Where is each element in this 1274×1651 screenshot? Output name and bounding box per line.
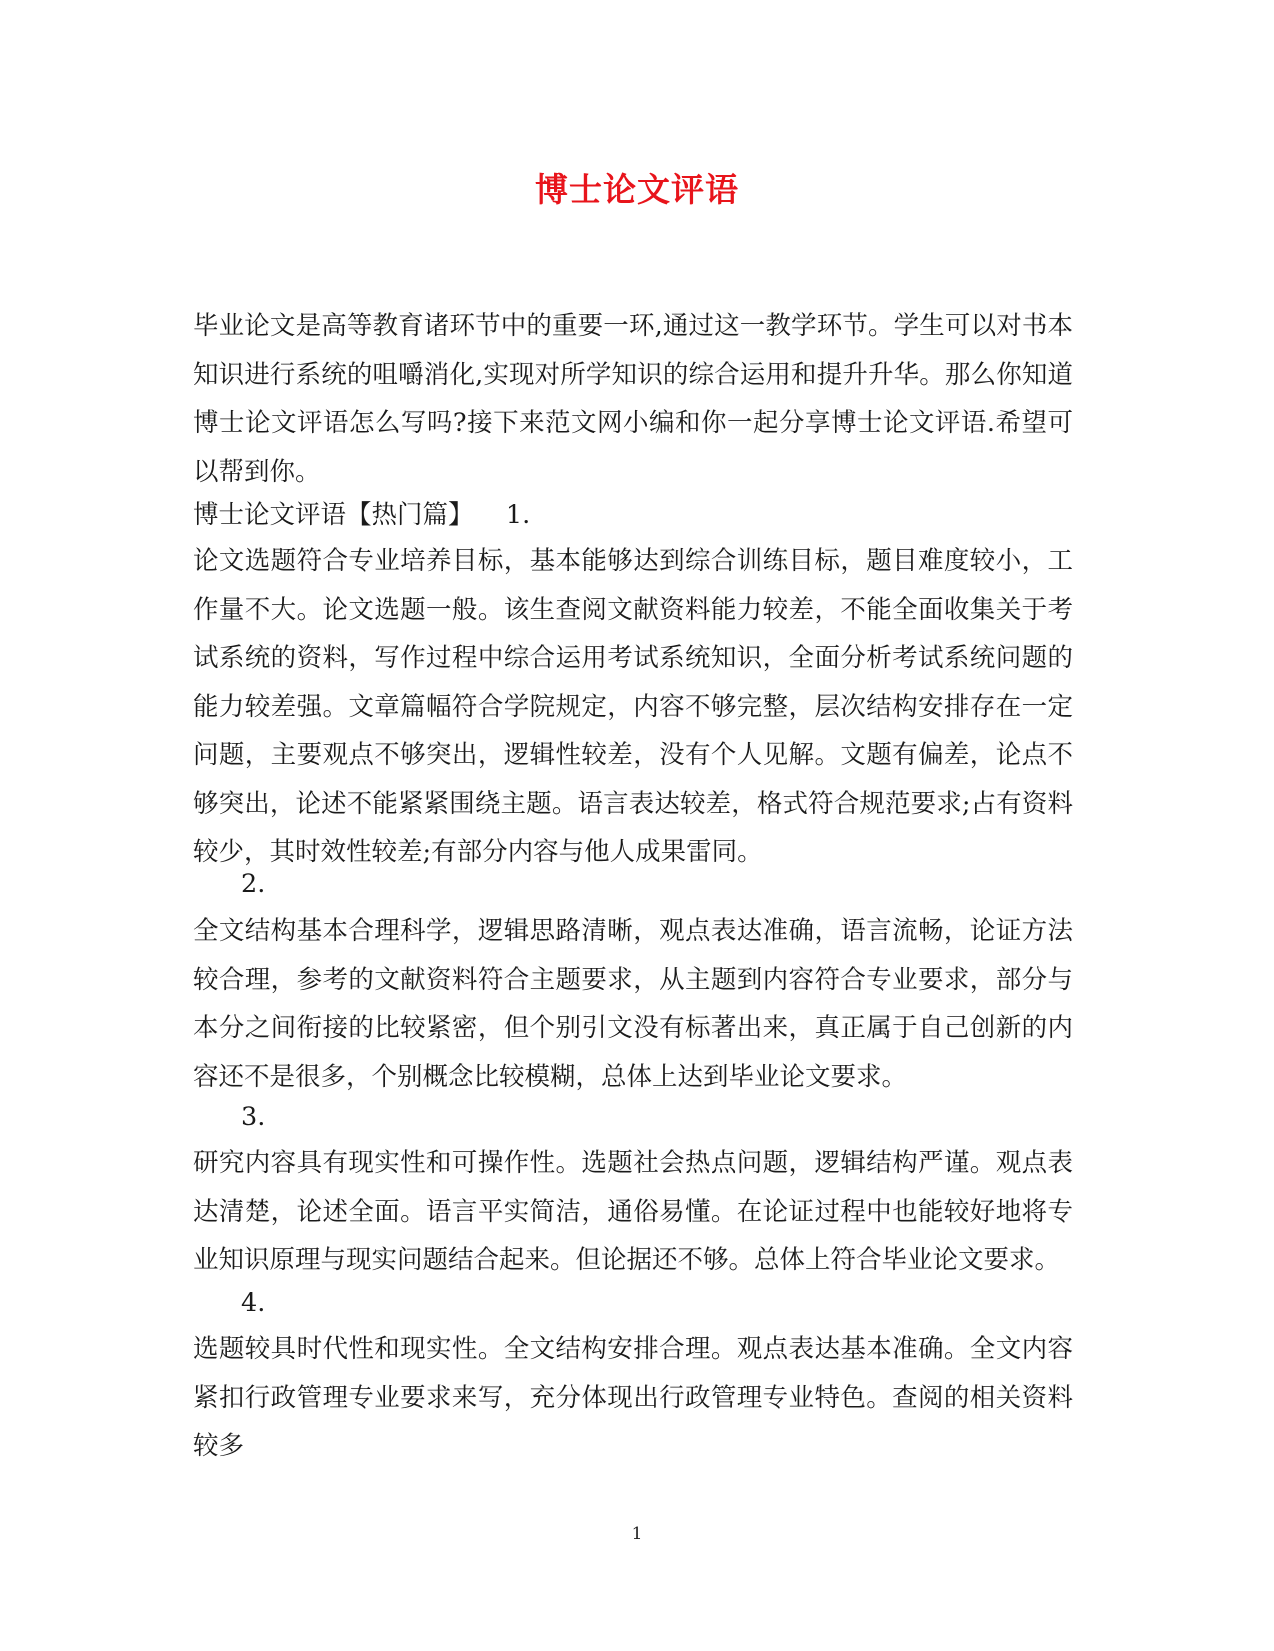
- item-2-number: 2.: [241, 869, 266, 899]
- item-4-text: 选题较具时代性和现实性。全文结构安排合理。观点表达基本准确。全文内容紧扣行政管理专业要求来写，充分体现出行政管理专业特色。查阅的相关资料较多: [193, 1334, 1073, 1461]
- document-title: 博士论文评语: [535, 170, 739, 209]
- item-3-text: 研究内容具有现实性和可操作性。选题社会热点问题，逻辑结构严谨。观点表达清楚，论述全面。语言平实简洁，通俗易懂。在论证过程中也能较好地将专业知识原理与现实问题结合起来。但论据还不够。总体上符合毕业论文要求。: [193, 1148, 1073, 1275]
- page-number: 1: [631, 1524, 643, 1544]
- item-1-text: 论文选题符合专业培养目标，基本能够达到综合训练目标，题目难度较小，工作量不大。论文选题一般。该生查阅文献资料能力较差，不能全面收集关于考试系统的资料，写作过程中综合运用考试系统知识，全面分析考试系统问题的能力较差强。文章篇幅符合学院规定，内容不够完整，层次结构安排存在一定问题，主要观点不够突出，逻辑性较差，没有个人见解。文题有偏差，论点不够突出，论述不能紧紧围绕主题。语言表达较差，格式符合规范要求;占有资料较少，其时效性较差;有部分内容与他人成果雷同。: [193, 546, 1073, 867]
- intro-paragraph: 毕业论文是高等教育诸环节中的重要一环,通过这一教学环节。学生可以对书本知识进行系统的咀嚼消化,实现对所学知识的综合运用和提升升华。那么你知道博士论文评语怎么写吗?接下来范文网小编和你一起分享博士论文评语.希望可以帮到你。: [193, 311, 1073, 487]
- item-4-number: 4.: [241, 1288, 266, 1318]
- item-3-number: 3.: [241, 1102, 266, 1132]
- item-2-text: 全文结构基本合理科学，逻辑思路清晰，观点表达准确，语言流畅，论证方法较合理，参考的文献资料符合主题要求，从主题到内容符合专业要求，部分与本分之间衔接的比较紧密，但个别引文没有标著出来，真正属于自己创新的内容还不是很多，个别概念比较模糊，总体上达到毕业论文要求。: [193, 916, 1073, 1092]
- section-heading: 博士论文评语【热门篇】 1.: [193, 500, 531, 530]
